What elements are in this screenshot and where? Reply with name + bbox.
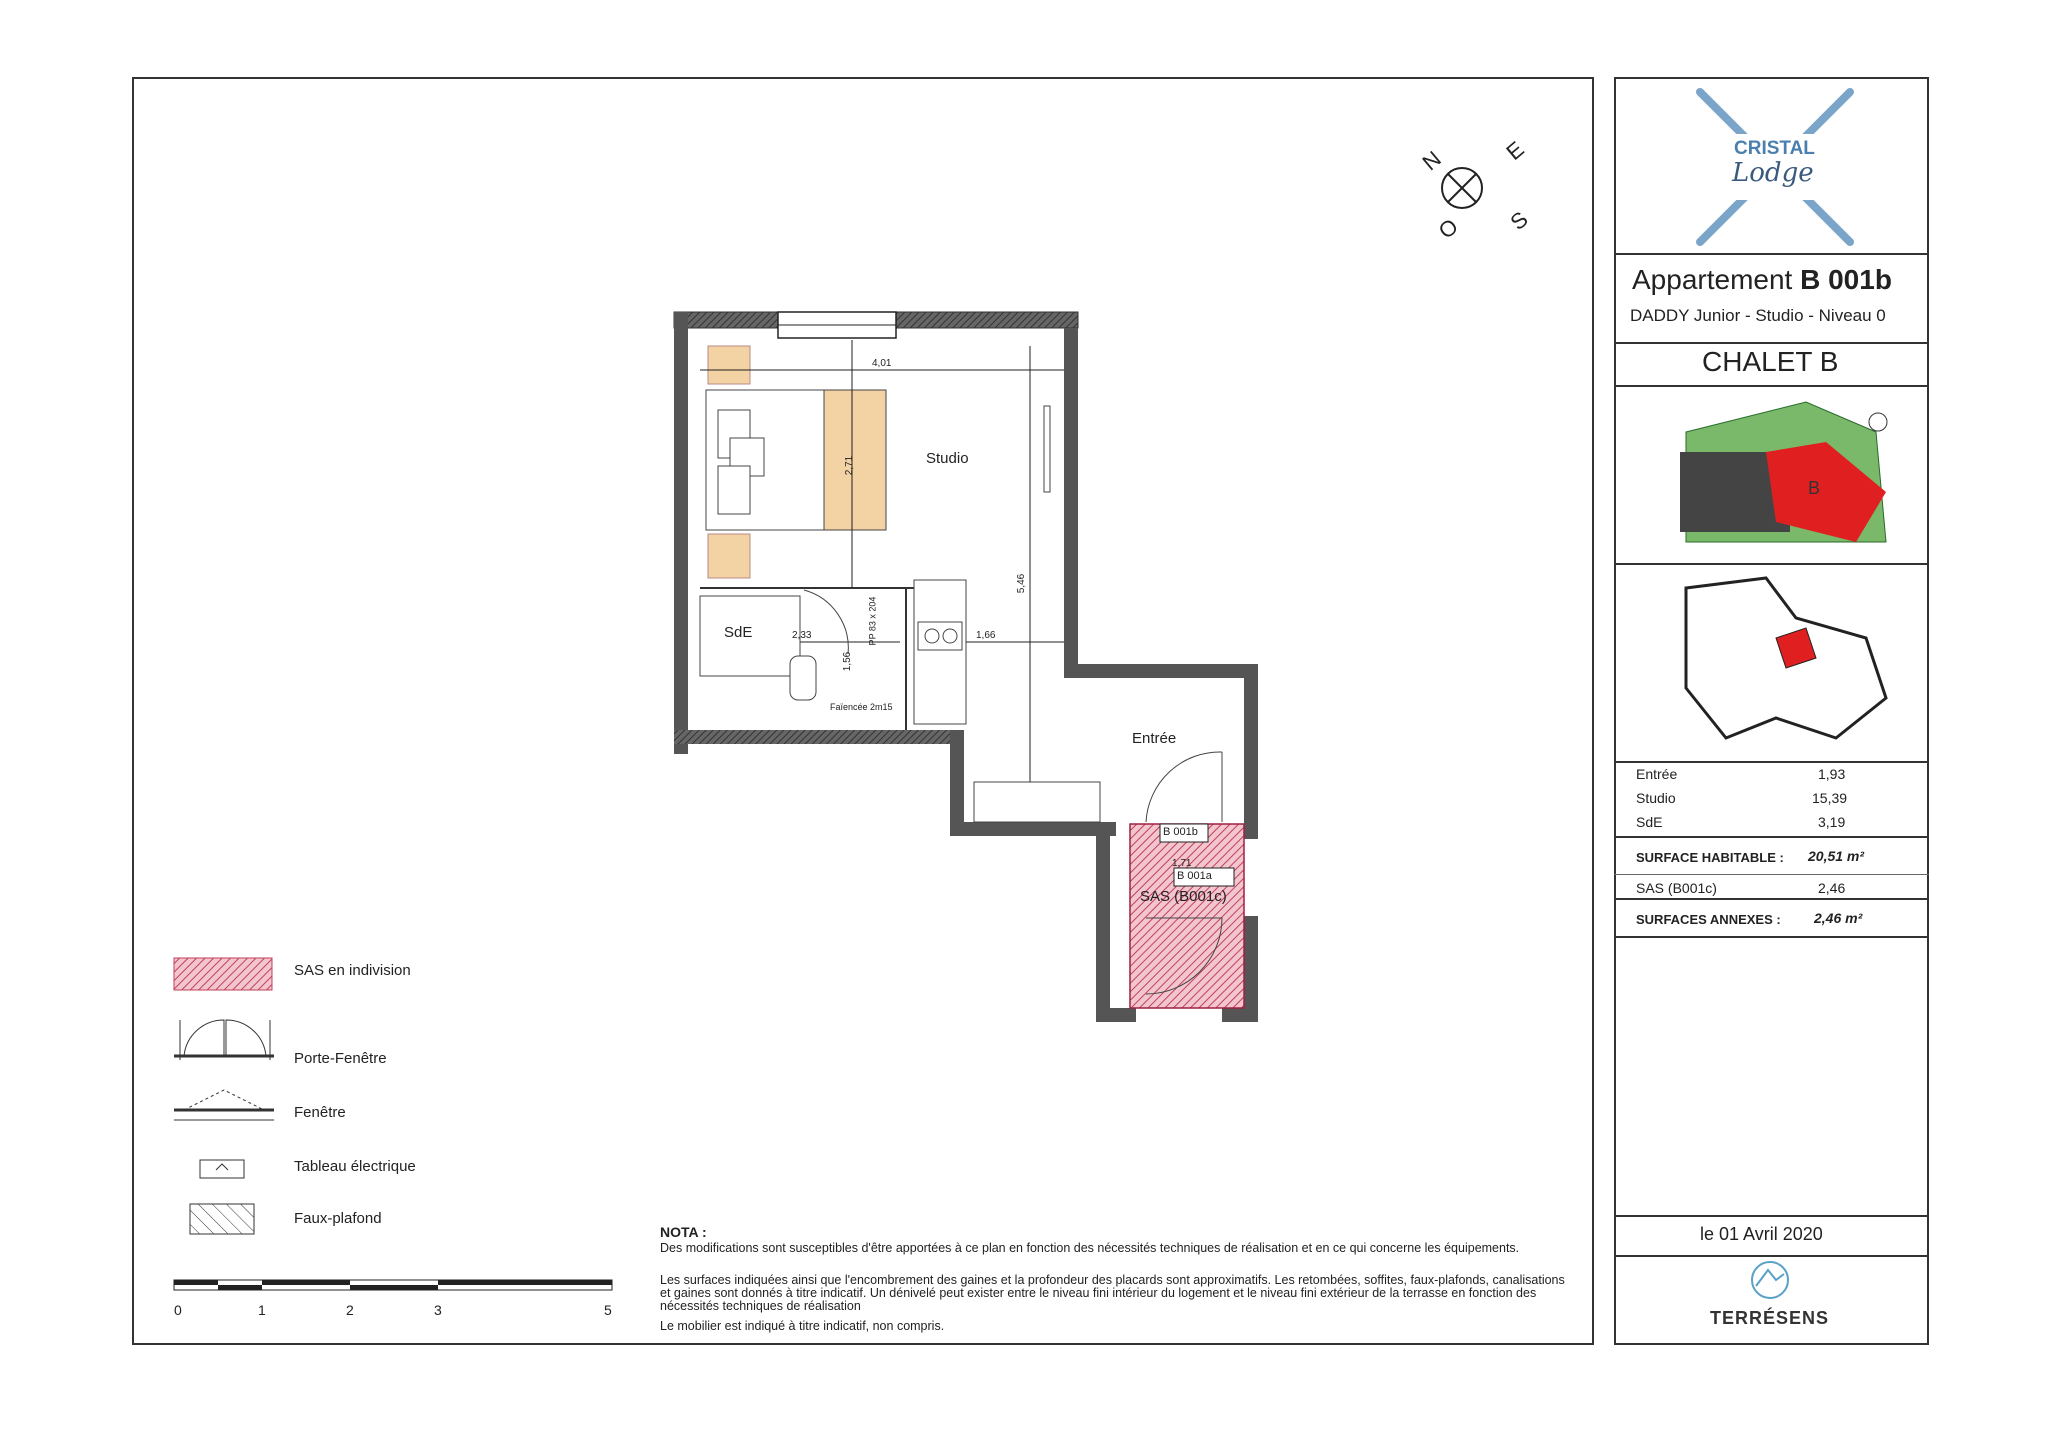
chalet-title: CHALET B <box>1702 346 1839 377</box>
dim-sde-depth: 1,56 <box>842 651 854 672</box>
key-plan <box>1666 568 1896 754</box>
site-plan-map <box>1656 392 1896 560</box>
scale-1: 1 <box>258 1302 266 1318</box>
nota-line1: Des modifications sont susceptibles d'être apportées à ce plan en fonction des nécessités techniques de réalisation et en ce qui concerne les équipements. <box>660 1241 1520 1255</box>
area-entree-value: 1,93 <box>1818 766 1846 782</box>
surface-habitable-value: 20,51 m² <box>1808 848 1865 864</box>
room-entree: Entrée <box>1132 730 1177 747</box>
tableau-icon <box>200 1160 244 1178</box>
scale-bar <box>172 1276 622 1296</box>
legend-porte-fenetre: Porte-Fenêtre <box>294 1050 387 1067</box>
scale-2: 2 <box>346 1302 354 1318</box>
nota-line3: Le mobilier est indiqué à titre indicatif, non compris. <box>660 1319 945 1333</box>
area-sde-value: 3,19 <box>1818 814 1846 830</box>
room-sas: SAS (B001c) <box>1140 888 1227 905</box>
dim-total-depth: 5,46 <box>1016 573 1028 594</box>
site-plan-label: B <box>1808 478 1821 498</box>
dim-studio-depth: 2,71 <box>844 455 856 476</box>
sas-area-label: SAS (B001c) <box>1636 880 1717 896</box>
nota-line2: Les surfaces indiquées ainsi que l'encombrement des gaines et la profondeur des placards sont approximatifs. Les retombées, soffites, faux-plafonds, canalisations et gaines sont donnés à titre indicatif. Un dénivelé peut exister entre le niveau fini intérieur du logement et le niveau fini extérieur de la terrasse en fonction des nécessités techniques de réalisation <box>660 1273 1565 1313</box>
area-studio-value: 15,39 <box>1812 790 1848 806</box>
dim-sde-width: 2,33 <box>792 630 812 641</box>
legend-faux-plafond: Faux-plafond <box>294 1210 382 1227</box>
compass-s: S <box>1505 206 1533 235</box>
compass-e: E <box>1501 136 1529 165</box>
area-studio-label: Studio <box>1636 790 1676 806</box>
compass-icon <box>1442 168 1482 208</box>
dim-kitchen-width: 1,66 <box>976 630 996 641</box>
sas-area-value: 2,46 <box>1818 880 1846 896</box>
plan-date: le 01 Avril 2020 <box>1700 1224 1823 1244</box>
tag-b001a: B 001a <box>1177 870 1212 882</box>
legend-sas: SAS en indivision <box>294 962 411 979</box>
apartment-title: Appartement B 001b <box>1632 264 1892 295</box>
dim-sas-width: 1,71 <box>1172 858 1192 869</box>
legend-tableau: Tableau électrique <box>294 1158 416 1175</box>
legend-fenetre: Fenêtre <box>294 1104 346 1121</box>
surfaces-annexes-label: SURFACES ANNEXES : <box>1636 912 1781 927</box>
surfaces-annexes-value: 2,46 m² <box>1814 910 1863 926</box>
porte-fenetre-icon <box>174 1020 274 1060</box>
fenetre-icon <box>174 1090 274 1120</box>
room-sde: SdE <box>724 624 753 641</box>
logo-lodge: Lodge <box>1732 158 1814 188</box>
logo-cristal: CRISTAL <box>1734 138 1815 159</box>
terresens-brand: TERRÉSENS <box>1710 1308 1830 1328</box>
tag-b001b: B 001b <box>1163 826 1198 838</box>
terresens-logo-icon <box>1740 1256 1800 1304</box>
room-studio: Studio <box>926 450 969 467</box>
apartment-subtitle: DADDY Junior - Studio - Niveau 0 <box>1630 306 1886 325</box>
scale-5: 5 <box>604 1302 612 1318</box>
area-sde-label: SdE <box>1636 814 1663 830</box>
area-entree-label: Entrée <box>1636 766 1678 782</box>
compass-o: O <box>1433 213 1463 244</box>
faux-plafond-icon <box>190 1204 254 1234</box>
scale-3: 3 <box>434 1302 442 1318</box>
nota-title: NOTA : <box>660 1224 707 1240</box>
legend-symbols <box>170 950 290 1240</box>
compass-n: N <box>1417 145 1446 176</box>
dim-width-top: 4,01 <box>872 358 892 369</box>
sde-note: Faïencée 2m15 <box>830 702 893 712</box>
surface-habitable-label: SURFACE HABITABLE : <box>1636 850 1784 865</box>
dim-door-pp: PP 83 x 204 <box>867 596 878 646</box>
scale-0: 0 <box>174 1302 182 1318</box>
